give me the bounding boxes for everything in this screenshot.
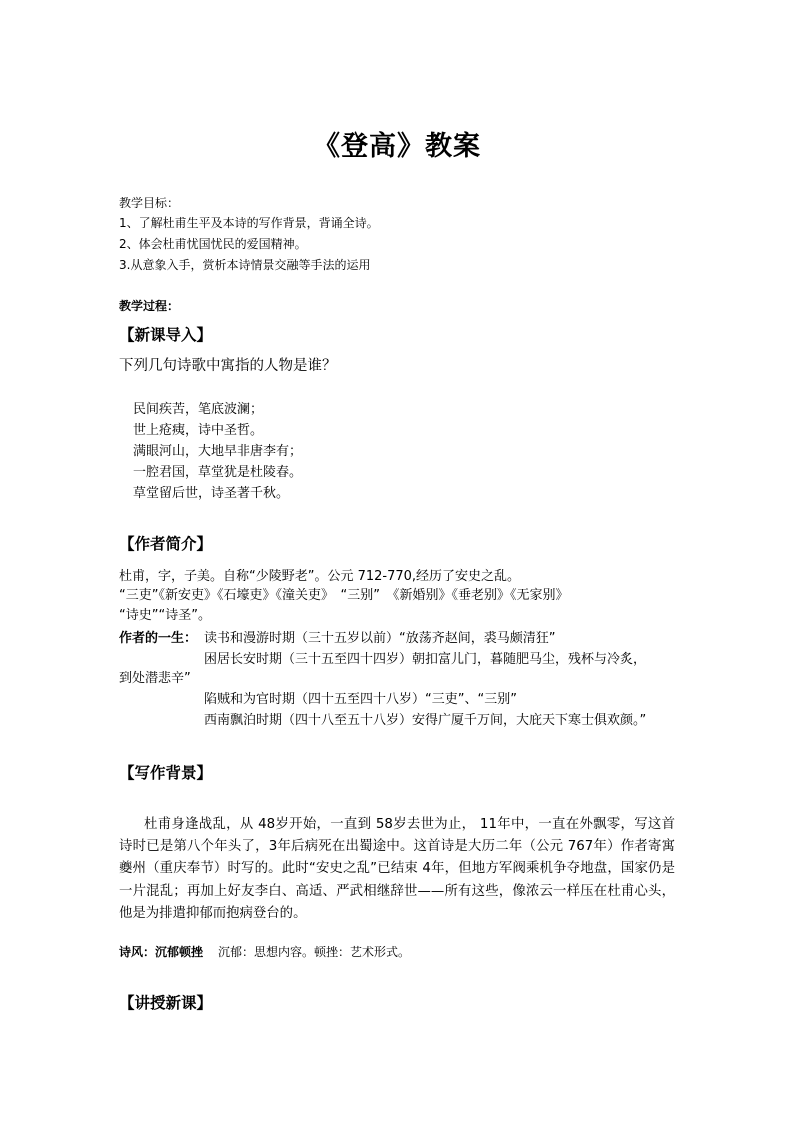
author-life-stage-2: 困居长安时期（三十五至四十四岁）朝扣富儿门，暮随肥马尘，残杯与冷炙， bbox=[204, 652, 647, 667]
author-line-3: “诗史”“诗圣”。 bbox=[119, 608, 211, 623]
author-life-stage-1: 读书和漫游时期（三十五岁以前）“放荡齐赵间，裘马颇清狂” bbox=[204, 631, 556, 646]
poetic-style-desc: 沉郁：思想内容。顿挫：艺术形式。 bbox=[218, 945, 411, 959]
intro-question: 下列几句诗歌中寓指的人物是谁？ bbox=[119, 358, 337, 374]
author-life-stage-3: 陷贼和为官时期（四十五至四十八岁）“三吏”、“三别” bbox=[204, 692, 517, 707]
author-line-1: 杜甫，字，子美。自称“少陵野老”。公元 712-770,经历了安史之乱。 bbox=[119, 569, 521, 584]
document-title: 《登高》教案 bbox=[313, 131, 481, 162]
objective-item-3: 3.从意象入手，赏析本诗情景交融等手法的运用 bbox=[119, 258, 371, 272]
verse-line-2: 世上疮痍，诗中圣哲。 bbox=[133, 423, 264, 438]
verse-line-5: 草堂留后世，诗圣著千秋。 bbox=[133, 486, 290, 501]
section-heading-author: 【作者简介】 bbox=[119, 535, 213, 553]
author-life-label: 作者的一生： bbox=[119, 631, 198, 646]
author-life-stage-2-cont: 到处潜悲辛” bbox=[119, 671, 191, 686]
poetic-style-label: 诗风：沉郁顿挫 bbox=[119, 945, 204, 959]
objectives-heading: 教学目标： bbox=[119, 196, 180, 210]
background-paragraph: 杜甫身逢战乱，从 48岁开始，一直到 58岁去世为止， 11年中，一直在外飘零，写这首诗时已是第八个年头了，3年后病死在出蜀途中。这首诗是大历二年（公元 767年）作者寄寓夔州（重庆奉节）时写的。此时“安史之乱”已结束 4年，但地方军阀乘机争夺地盘，国家仍是一片混乱；再加上好友李白、高适、严武相继辞世——所有这些，像浓云一样压在杜甫心头，他是为排遣抑郁而抱病登台的。 bbox=[119, 817, 675, 921]
objective-item-2: 2、体会杜甫忧国忧民的爱国精神。 bbox=[119, 237, 307, 251]
section-heading-teaching: 【讲授新课】 bbox=[119, 994, 213, 1012]
section-heading-background: 【写作背景】 bbox=[119, 764, 213, 782]
verse-line-4: 一腔君国，草堂犹是杜陵春。 bbox=[133, 465, 303, 480]
process-heading: 教学过程： bbox=[119, 299, 180, 313]
section-heading-intro: 【新课导入】 bbox=[119, 326, 213, 344]
objective-item-1: 1、了解杜甫生平及本诗的写作背景，背诵全诗。 bbox=[119, 216, 379, 230]
verse-line-1: 民间疾苦，笔底波澜； bbox=[133, 402, 264, 417]
verse-line-3: 满眼河山，大地早非唐李有； bbox=[133, 444, 303, 459]
author-life-stage-4: 西南飘泊时期（四十八至五十八岁）安得广厦千万间，大庇天下寒士俱欢颜。” bbox=[204, 713, 647, 728]
author-line-2: “三吏”《新安吏》《石壕吏》《潼关吏》 “三别” 《新婚别》《垂老别》《无家别》 bbox=[119, 588, 569, 603]
